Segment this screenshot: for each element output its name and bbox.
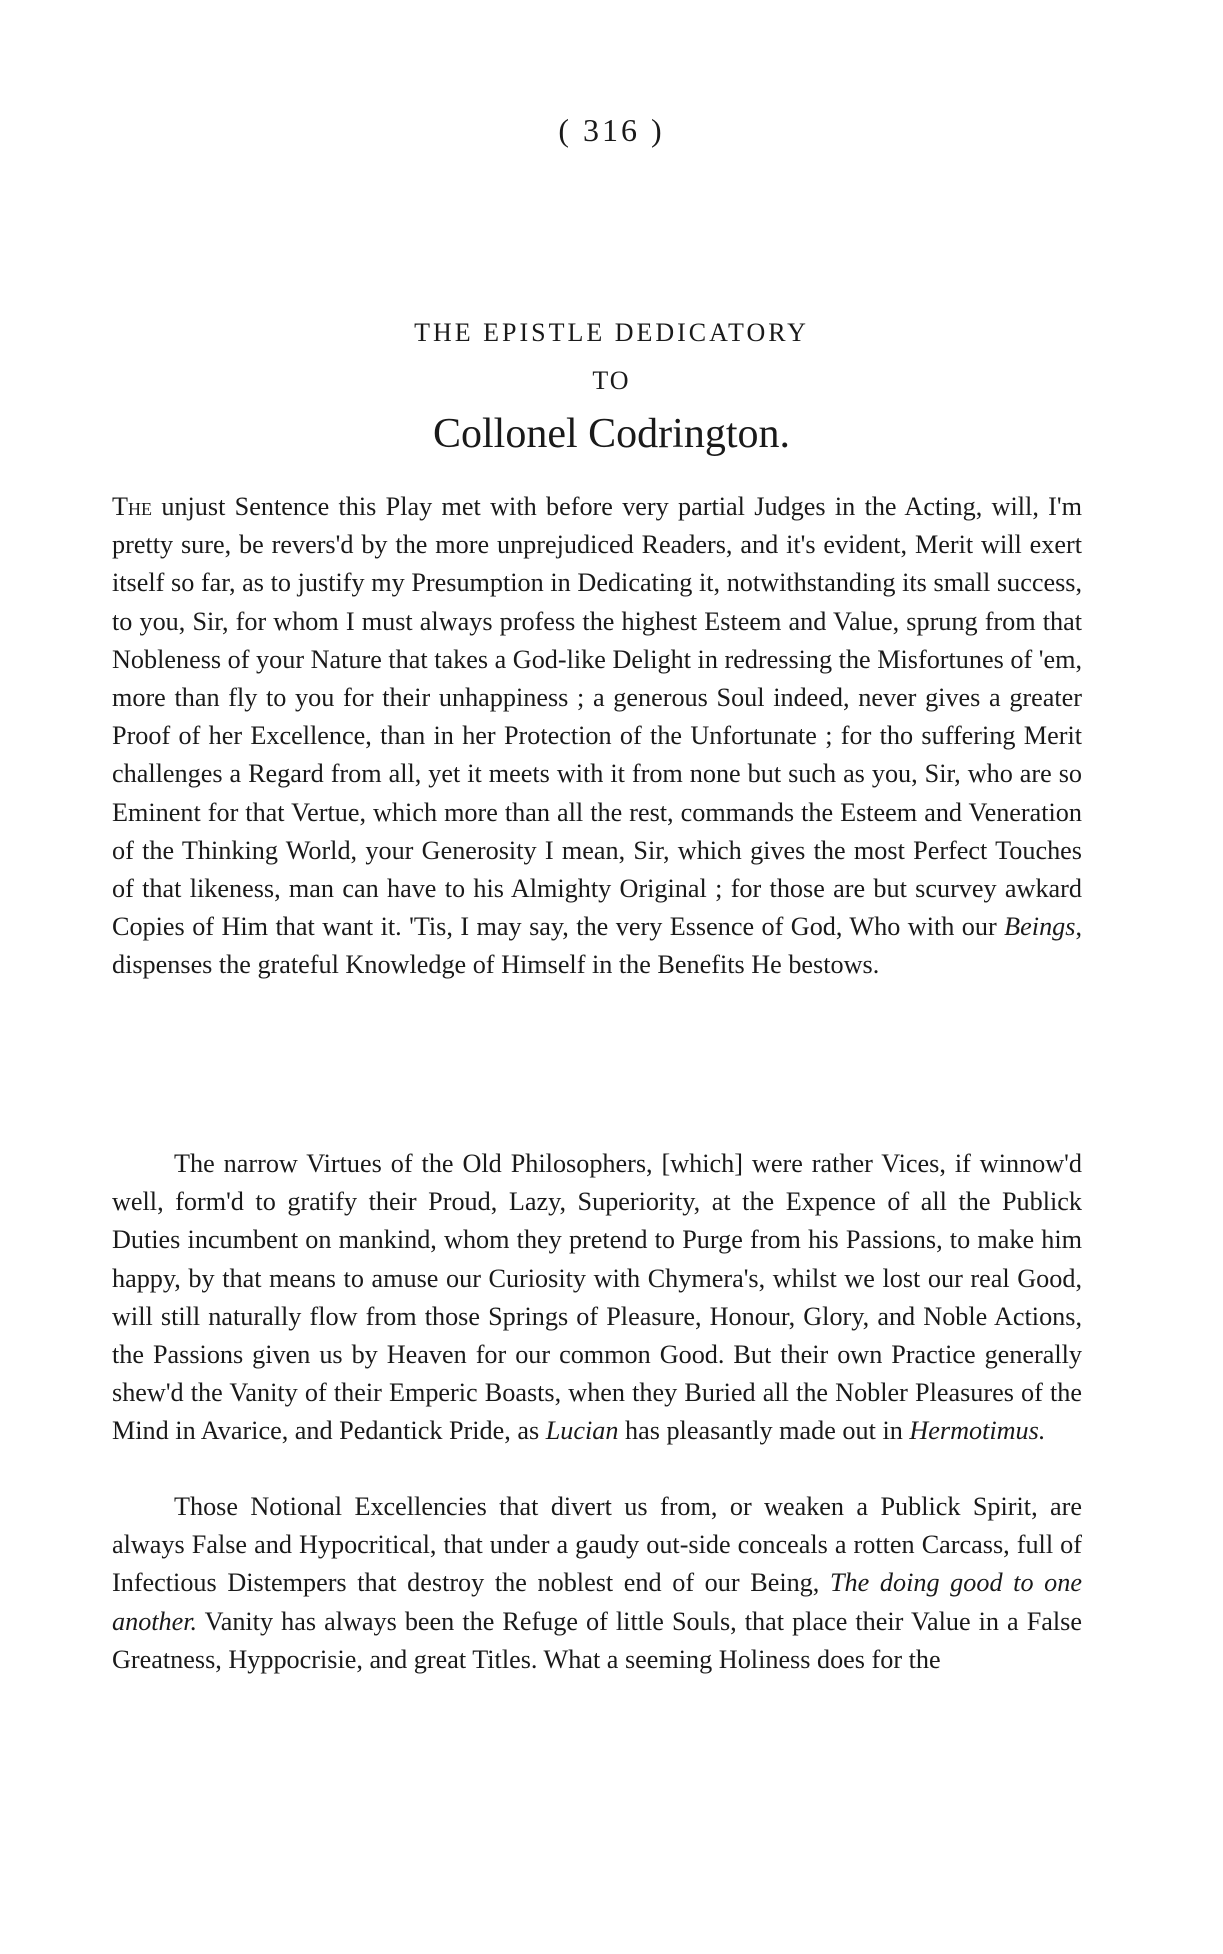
- paragraph-3-italic: The doing good to one another.: [112, 1568, 1082, 1636]
- paragraph-2-italic-hermotimus: Hermotimus.: [909, 1416, 1046, 1446]
- dedication-heading: THE EPISTLE DEDICATORY: [414, 318, 809, 347]
- paragraph-2-text: The narrow Virtues of the Old Philosophers, [which] were rather Vices, if winnow'd well, form'd to gratify their Proud, Lazy, Superiority, at the Expence of all the Publick Duties incumbent on mankind, whom they pretend to Purge from his Passions, to make him happy, by that means to amuse our Curiosity with Chymera's, whilst we lost our real Good, will still naturally flow from those Springs of Pleasure, Honour, Glory, and Noble Actions, the Passions given us by Heaven for our common Good. But their own Practice generally shew'd the Vanity of their Emperic Boasts, when they Buried all the Nobler Pleasures of the Mind in Avarice, and Pedantick Pride, as: [112, 1149, 1082, 1446]
- paragraph-3-text: Those Notional Excellencies that divert us from, or weaken a Publick Spirit, are always False and Hypocritical, that under a gaudy out-side conceals a rotten Carcass, full of Infectious Distempers that destroy the noblest end of our Being,: [112, 1492, 1082, 1598]
- page-number: ( 316 ): [558, 112, 665, 148]
- dedicatee-name: Collonel Codrington.: [433, 411, 790, 457]
- paragraph-2: [112, 1145, 1082, 1451]
- paragraph-1-end: , dispenses the grateful Knowledge of Himself in the Benefits He bestows.: [112, 912, 1082, 980]
- paragraph-3: [112, 1488, 1082, 1679]
- paragraph-2-mid: has pleasantly made out in: [618, 1416, 910, 1446]
- paragraph-1: [112, 488, 1082, 985]
- paragraph-3-end: Vanity has always been the Refuge of little Souls, that place their Value in a False Greatness, Hyppocrisie, and great Titles. What a seeming Holiness does for the: [112, 1606, 1082, 1674]
- paragraph-1-text: unjust Sentence this Play met with before very partial Judges in the Acting, will, I'm pretty sure, be revers'd by the more unprejudiced Readers, and it's evident, Merit will exert itself so far, as to justify my Presumption in Dedicating it, notwithstanding its small success, to you, Sir, for whom I must always profess the highest Esteem and Value, sprung from that Nobleness of your Nature that takes a God-like Delight in redressing the Misfortunes of 'em, more than fly to you for their unhappiness ; a generous Soul indeed, never gives a greater Proof of her Excellence, than in her Protection of the Unfortunate ; for tho suffering Merit challenges a Regard from all, yet it meets with it from none but such as you, Sir, who are so Eminent for that Vertue, which more than all the rest, commands the Esteem and Veneration of the Thinking World, your Generosity I mean, Sir, which gives the most Perfect Touches of that likeness, man can have to his Almighty Original ; for those are but scurvey awkard Copies of Him that want it. 'Tis, I may say, the very Essence of God, Who with our: [112, 492, 1082, 942]
- paragraph-1-lead: The: [112, 492, 152, 521]
- paragraph-1-italic: Beings: [1004, 912, 1076, 942]
- paragraph-2-italic-lucian: Lucian: [545, 1416, 619, 1446]
- dedication-to: TO: [592, 366, 631, 395]
